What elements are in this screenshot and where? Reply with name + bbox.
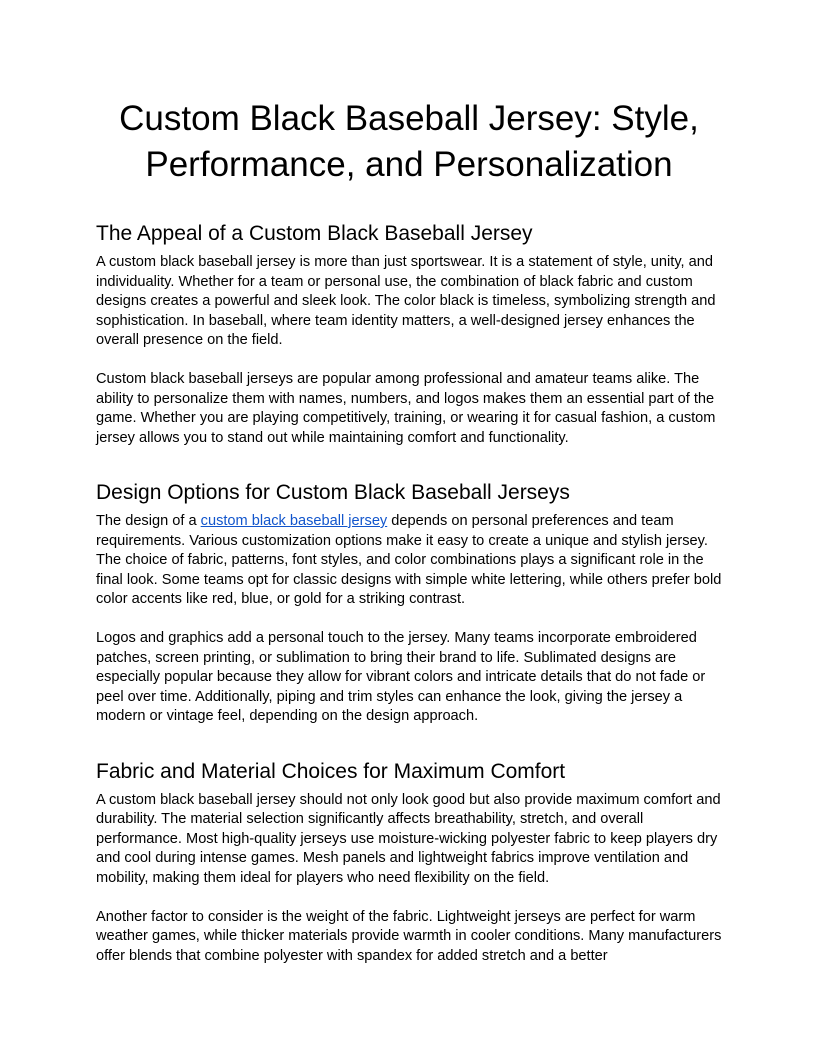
section-heading-design: Design Options for Custom Black Baseball Jerseys (96, 481, 570, 504)
section-heading-fabric: Fabric and Material Choices for Maximum Comfort (96, 759, 566, 783)
section-heading-appeal: The Appeal of a Custom Black Baseball Jersey (96, 222, 533, 245)
paragraph-text: depends on personal preferences and team requirements. Various customization options make it easy to create a unique and stylish jersey. The choice of fabric, patterns, font styles, and color combinations plays a significant role in the final look. Some teams opt for classic designs with simple white lettering, while others prefer bold color accents like red, blue, or gold for a striking contrast. (96, 513, 722, 607)
paragraph-text: The design of a (96, 513, 201, 529)
paragraph: Custom black baseball jerseys are popular among professional and amateur teams alike. The ability to personalize them with names, numbers, and logos makes them an essential part of the game. Whether you are playing competitively, training, or wearing it for casual fashion, a custom jersey allows you to stand out while maintaining comfort and functionality. (96, 371, 716, 446)
page-title (86, 96, 732, 188)
document-body (96, 96, 722, 966)
paragraph-with-link (96, 512, 722, 610)
custom-jersey-link[interactable]: custom black baseball jersey (200, 513, 388, 529)
paragraph: Logos and graphics add a personal touch to the jersey. Many teams incorporate embroidered patches, screen printing, or sublimation to bring their brand to life. Sublimated designs are especially popular because they allow for vibrant colors and intricate details that do not fade or peel over time. Additionally, piping and trim styles can enhance the look, giving the jersey a modern or vintage feel, depending on the design approach. (96, 630, 706, 724)
paragraph: A custom black baseball jersey is more than just sportswear. It is a statement of style, unity, and individuality. Whether for a team or personal use, the combination of black fabric and custom designs creates a powerful and sleek look. The color black is timeless, symbolizing strength and sophistication. In baseball, where team identity matters, a well-designed jersey enhances the overall presence on the field. (96, 254, 716, 348)
page-title-line-2: Performance, and Personalization (145, 145, 673, 184)
paragraph: A custom black baseball jersey should not only look good but also provide maximum comfort and durability. The material selection significantly affects breathability, stretch, and overall performance. Most high-quality jerseys use moisture-wicking polyester fabric to keep players dry and cool during intense games. Mesh panels and lightweight fabrics improve ventilation and mobility, making them ideal for players who need flexibility on the field. (96, 791, 721, 886)
page-title-line-1: Custom Black Baseball Jersey: Style, (119, 99, 699, 138)
paragraph: Another factor to consider is the weight of the fabric. Lightweight jerseys are perfect for warm weather games, while thicker materials provide warmth in cooler conditions. Many manufacturers offer blends that combine polyester with spandex for added stretch and a better (96, 908, 722, 964)
